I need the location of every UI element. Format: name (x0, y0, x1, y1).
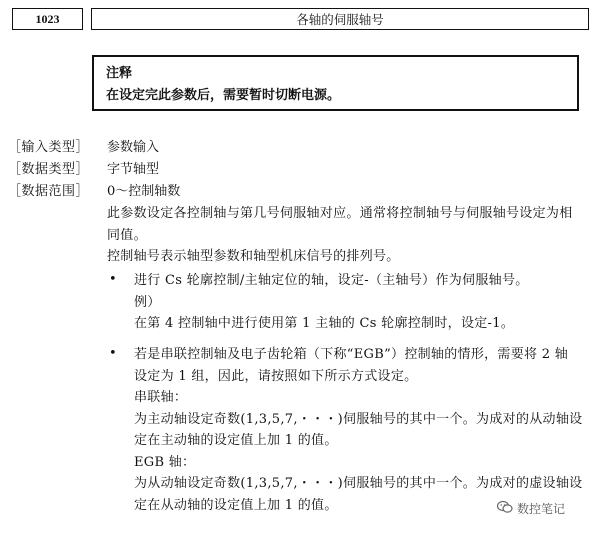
description-line: 同值。 (107, 227, 147, 243)
egb-text: 定在从动轴的设定值上加 1 的值。 (134, 497, 338, 513)
tandem-label: 串联轴： (134, 390, 188, 405)
watermark (497, 500, 565, 517)
wechat-icon (497, 500, 517, 517)
parameter-number: 1023 (12, 8, 83, 30)
data-range-value: 0～控制轴数 (107, 184, 181, 199)
egb-label: EGB 轴： (134, 454, 196, 470)
note-box (92, 55, 579, 111)
bullet-text: 进行 Cs 轮廓控制/主轴定位的轴，设定-（主轴号）作为伺服轴号。 (134, 273, 529, 288)
watermark-text: 数控笔记 (517, 502, 566, 516)
example-label: 例） (134, 294, 161, 310)
example-text: 在第 4 控制轴中进行使用第 1 主轴的 Cs 轮廓控制时，设定-1。 (134, 316, 515, 331)
bullet-mark: • (109, 272, 117, 287)
description-line: 控制轴号表示轴型参数和轴型机床信号的排列号。 (107, 249, 400, 264)
input-type-value: 参数输入 (107, 140, 160, 155)
data-type-value: 字节轴型 (107, 162, 160, 177)
data-type-label: ［数据类型］ (8, 162, 90, 177)
tandem-text: 为主动轴设定奇数(1,3,5,7,・・・)伺服轴号的其中一个。为成对的从动轴设 (134, 411, 583, 427)
data-range-label: ［数据范围］ (8, 184, 90, 199)
egb-text: 为从动轴设定奇数(1,3,5,7,・・・)伺服轴号的其中一个。为成对的虚设轴设 (134, 476, 583, 491)
input-type-label: ［输入类型］ (8, 140, 90, 155)
description (107, 203, 589, 268)
tandem-text: 定在主动轴的设定值上加 1 的值。 (134, 433, 338, 448)
bullet-item-tandem-egb (134, 344, 594, 516)
note-title: 注释 (106, 66, 133, 81)
description-line: 此参数设定各控制轴与第几号伺服轴对应。通常将控制轴号与伺服轴号设定为相 (107, 206, 573, 221)
bullet-mark: • (109, 346, 117, 361)
bullet-item-cs-contour (134, 270, 594, 335)
bullet-text: 设定为 1 组，因此，请按照如下所示方式设定。 (134, 368, 418, 384)
parameter-name: 各轴的伺服轴号 (91, 8, 589, 30)
note-text: 在设定完此参数后，需要暂时切断电源。 (106, 88, 341, 103)
bullet-text: 若是串联控制轴及电子齿轮箱（下称“EGB”）控制轴的情形，需要将 2 轴 (134, 347, 569, 362)
